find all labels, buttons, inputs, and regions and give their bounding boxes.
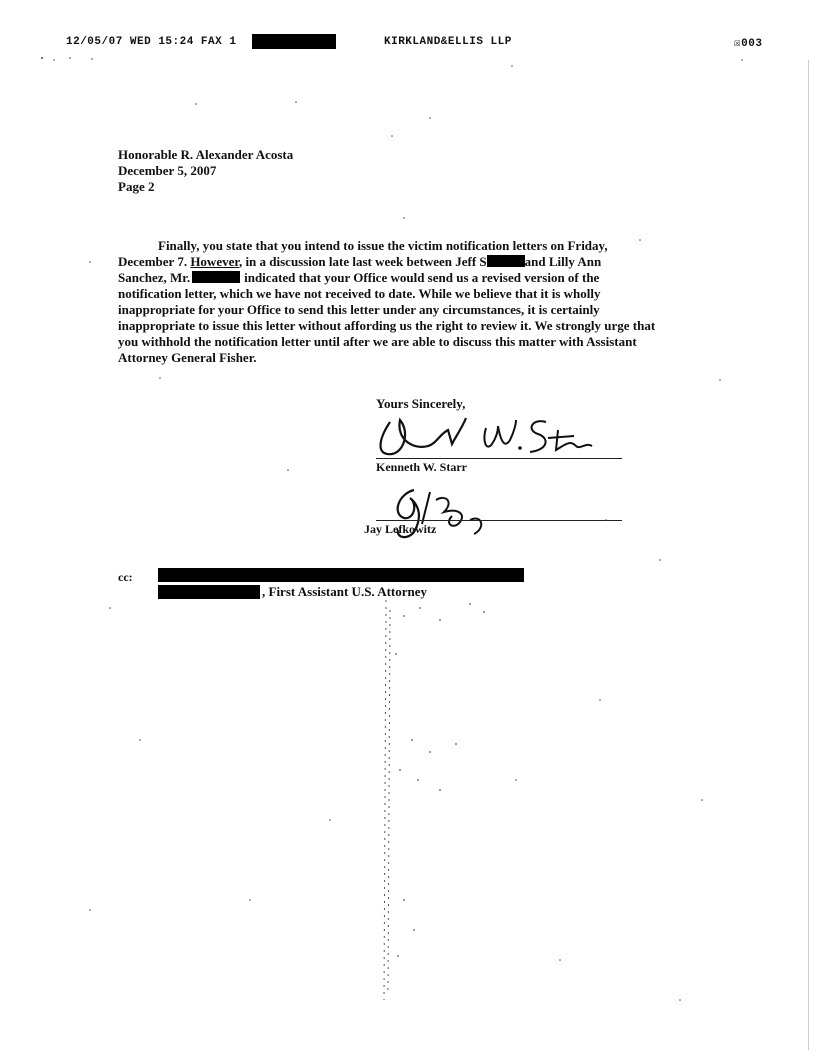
body-fragment-underlined: However xyxy=(190,254,239,269)
signatory-name: Jay Lefkowitz xyxy=(364,522,437,536)
body-line: Attorney General Fisher. xyxy=(118,350,257,365)
body-line: inappropriate for your Office to send this letter under any circumstances, it is certainly xyxy=(118,302,600,317)
closing-salutation: Yours Sincerely, xyxy=(376,396,466,411)
body-fragment: Sanchez, Mr. xyxy=(118,270,191,285)
fax-box-icon: ☒ xyxy=(734,38,742,50)
body-fragment: , in a discussion late last week between Jeff S xyxy=(238,254,487,269)
body-fragment: indicated that your Office would send us a revised version of the xyxy=(244,270,600,285)
body-line: Finally, you state that you intend to issue the victim notification letters on Friday, xyxy=(158,238,608,253)
body-line: you withhold the notification letter until after we are able to discuss this matter with Assistant xyxy=(118,334,637,349)
body-line: notification letter, which we have not received to date. While we believe that it is wholly xyxy=(118,286,601,301)
signatory-name: Kenneth W. Starr xyxy=(376,460,468,474)
body-fragment: December 7. xyxy=(118,254,188,269)
cc-recipient-title: , First Assistant U.S. Attorney xyxy=(262,584,428,599)
page-label: Page 2 xyxy=(118,179,155,194)
letter-date: December 5, 2007 xyxy=(118,163,217,178)
body-line: inappropriate to issue this letter without affording us the right to review it. We strongly urge that xyxy=(118,318,656,333)
fax-page-digits: 003 xyxy=(741,38,763,50)
fax-timestamp: 12/05/07 WED 15:24 FAX 1 xyxy=(66,36,237,48)
body-fragment: and Lilly Ann xyxy=(524,254,602,269)
cc-label: cc: xyxy=(118,570,133,584)
addressee-name: Honorable R. Alexander Acosta xyxy=(118,147,294,162)
fax-firm-name: KIRKLAND&ELLIS LLP xyxy=(384,36,512,48)
